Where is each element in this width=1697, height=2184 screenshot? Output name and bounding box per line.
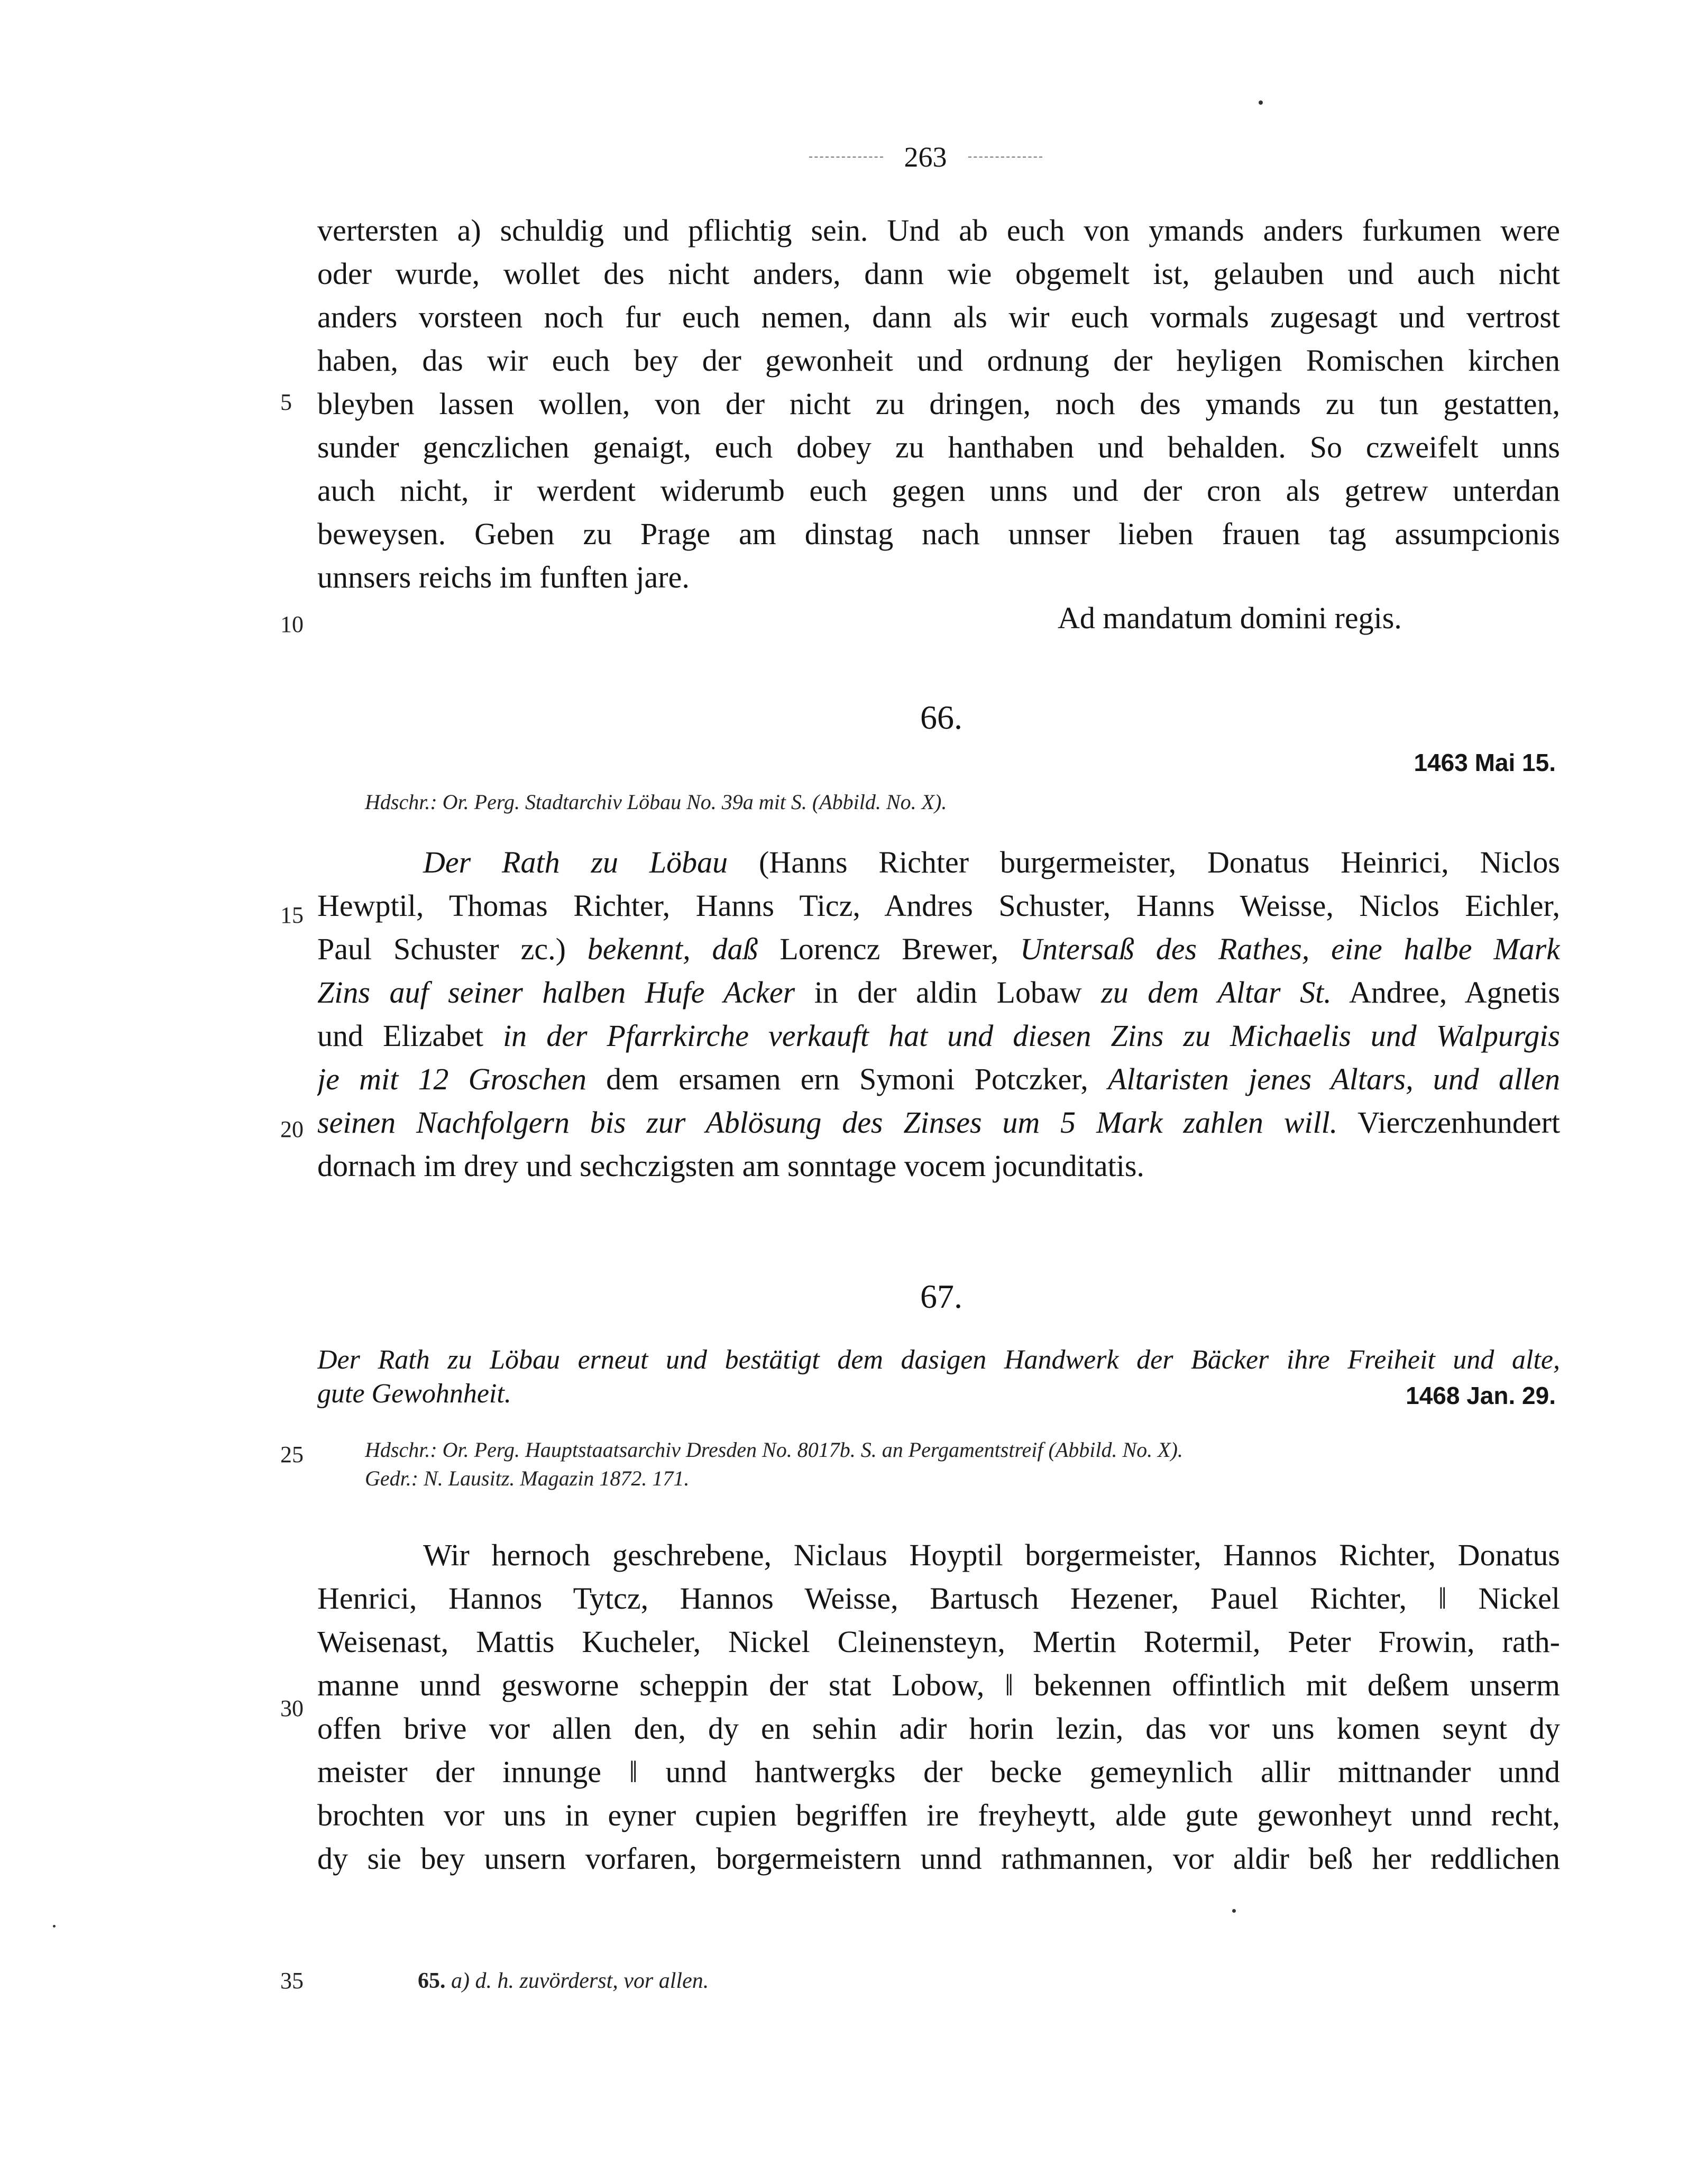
doc65-line: anders vorsteen noch fur euch nemen, dann als wir euch vormals zugesagt und vertrost: [317, 300, 1560, 334]
doc65-line: unnsers reichs im funften jare.: [317, 560, 690, 594]
doc67-line: dy sie bey unsern vorfaren, borgermeistern unnd rathmannen, vor aldir beß her reddlichen: [317, 1841, 1560, 1876]
italic-text: je mit 12 Groschen: [317, 1062, 586, 1096]
doc65-line: beweysen. Geben zu Prage am dinstag nach unnser lieben frauen tag assumpcionis: [317, 517, 1560, 551]
scan-speck: [1259, 100, 1263, 105]
doc66-date: 1463 Mai 15.: [1414, 749, 1556, 776]
doc67-source-line: Hdschr.: Or. Perg. Hauptstaatsarchiv Dresden No. 8017b. S. an Pergamentstreif (Abbild. No. X).: [365, 1438, 1183, 1462]
line-number: 15: [280, 902, 304, 928]
italic-text: in der Pfarrkirche verkauft hat und diesen Zins zu Michaelis und Walpurgis: [503, 1018, 1560, 1053]
doc66-line: [317, 1144, 1560, 1188]
doc65-line: oder wurde, wollet des nicht anders, dann wie obgemelt ist, gelauben und auch nicht: [317, 256, 1560, 291]
italic-text: bekennt, daß: [587, 932, 758, 966]
doc67-line: Henrici, Hannos Tytcz, Hannos Weisse, Bartusch Hezener, Pauel Richter, ‖ Nickel: [317, 1581, 1560, 1616]
doc66-line: [317, 1101, 1560, 1144]
doc65-line: auch nicht, ir werdent widerumb euch gegen unns und der cron als getrew unterdan: [317, 473, 1560, 508]
text-segment: dornach im drey und sechczigsten am sonntage vocem jocunditatis.: [317, 1149, 1144, 1183]
header-rule-right: [968, 157, 1042, 158]
italic-text: Zins auf seiner halben Hufe Acker: [317, 975, 795, 1010]
doc66-line: [317, 971, 1560, 1014]
doc67-line: manne unnd gesworne scheppin der stat Lobow, ‖ bekennen offintlich mit deßem unserm: [317, 1668, 1560, 1702]
italic-text: zu dem Altar St.: [1101, 975, 1332, 1010]
doc65-closing: Ad mandatum domini regis.: [1058, 601, 1402, 635]
page-number: 263: [904, 141, 947, 173]
doc67-line: Weisenast, Mattis Kucheler, Nickel Cleinensteyn, Mertin Rotermil, Peter Frowin, rath-: [317, 1625, 1560, 1659]
doc66-source: Hdschr.: Or. Perg. Stadtarchiv Löbau No. 39a mit S. (Abbild. No. X).: [365, 790, 947, 814]
scan-speck: [53, 1925, 56, 1928]
doc65-line: haben, das wir euch bey der gewonheit und ordnung der heyligen Romischen kirchen: [317, 343, 1560, 378]
text-segment: Hewptil, Thomas Richter, Hanns Ticz, Andres Schuster, Hanns Weisse, Niclos Eichler,: [317, 888, 1560, 923]
doc66-line: [317, 1058, 1560, 1101]
doc65-text: [317, 209, 1560, 599]
scan-speck: [1232, 1909, 1236, 1913]
doc66-line: [317, 841, 1560, 884]
text-segment: Andree, Agnetis: [1331, 975, 1560, 1010]
italic-text: Untersaß des Rathes, eine halbe Mark: [1020, 932, 1560, 966]
italic-text: Der Rath zu Löbau: [423, 845, 728, 879]
italic-text: seinen Nachfolgern bis zur Ablösung des Zinses um 5 Mark zahlen will.: [317, 1105, 1338, 1140]
page-header: [767, 133, 1084, 181]
doc66-text: [317, 841, 1560, 1188]
doc67-summary-line: Der Rath zu Löbau erneut und bestätigt dem dasigen Handwerk der Bäcker ihre Freiheit und alte,: [317, 1345, 1560, 1375]
line-number: 25: [280, 1442, 304, 1467]
doc65-line: vertersten a) schuldig und pflichtig sein. Und ab euch von ymands anders furkumen were: [317, 213, 1560, 247]
doc67-text: [317, 1534, 1560, 1880]
doc66-line: [317, 1014, 1560, 1058]
doc67-source: [365, 1436, 1475, 1493]
line-number: 20: [280, 1116, 304, 1142]
doc67-line: Wir hernoch geschrebene, Niclaus Hoyptil borgermeister, Hannos Richter, Donatus: [423, 1538, 1560, 1572]
doc67-date: 1468 Jan. 29.: [1406, 1382, 1556, 1409]
footnote-number: 65.: [418, 1969, 446, 1993]
doc65-line: bleyben lassen wollen, von der nicht zu dringen, noch des ymands zu tun gestatten,: [317, 387, 1560, 421]
doc66-number: 66.: [920, 699, 962, 736]
doc67-line: meister der innunge ‖ unnd hantwergks der becke gemeynlich allir mittnander unnd: [317, 1755, 1560, 1789]
italic-text: Altaristen jenes Altars, und allen: [1107, 1062, 1560, 1096]
text-segment: Vierczenhundert: [1337, 1105, 1560, 1140]
footnote: [418, 1968, 709, 1994]
text-segment: Lorencz Brewer,: [758, 932, 1020, 966]
text-segment: Paul Schuster zc.): [317, 932, 588, 966]
text-segment: (Hanns Richter burgermeister, Donatus Heinrici, Niclos: [728, 845, 1560, 879]
text-segment: in der aldin Lobaw: [795, 975, 1102, 1010]
line-number: 10: [280, 611, 304, 637]
doc66-line: [317, 928, 1560, 971]
doc67-line: brochten vor uns in eyner cupien begriffen ire freyheytt, alde gute gewonheyt unnd recht,: [317, 1798, 1560, 1832]
text-segment: dem ersamen ern Symoni Potczker,: [586, 1062, 1108, 1096]
doc66-line: [317, 884, 1560, 928]
doc67-summary-line: gute Gewohnheit.: [317, 1379, 511, 1409]
line-number: 5: [280, 389, 292, 415]
doc65-line: sunder genczlichen genaigt, euch dobey zu hanthaben und behalden. So czweifelt unns: [317, 430, 1560, 464]
doc67-summary: [317, 1343, 1560, 1411]
doc67-source-line: Gedr.: N. Lausitz. Magazin 1872. 171.: [365, 1466, 690, 1490]
line-number: 35: [280, 1968, 304, 1994]
doc67-line: offen brive vor allen den, dy en sehin adir horin lezin, das vor uns komen seynt dy: [317, 1711, 1560, 1746]
header-rule-left: [809, 157, 883, 158]
footnote-text: a) d. h. zuvörderst, vor allen.: [451, 1969, 709, 1993]
line-number: 30: [280, 1695, 304, 1721]
text-segment: und Elizabet: [317, 1018, 503, 1053]
doc67-number: 67.: [920, 1278, 962, 1315]
